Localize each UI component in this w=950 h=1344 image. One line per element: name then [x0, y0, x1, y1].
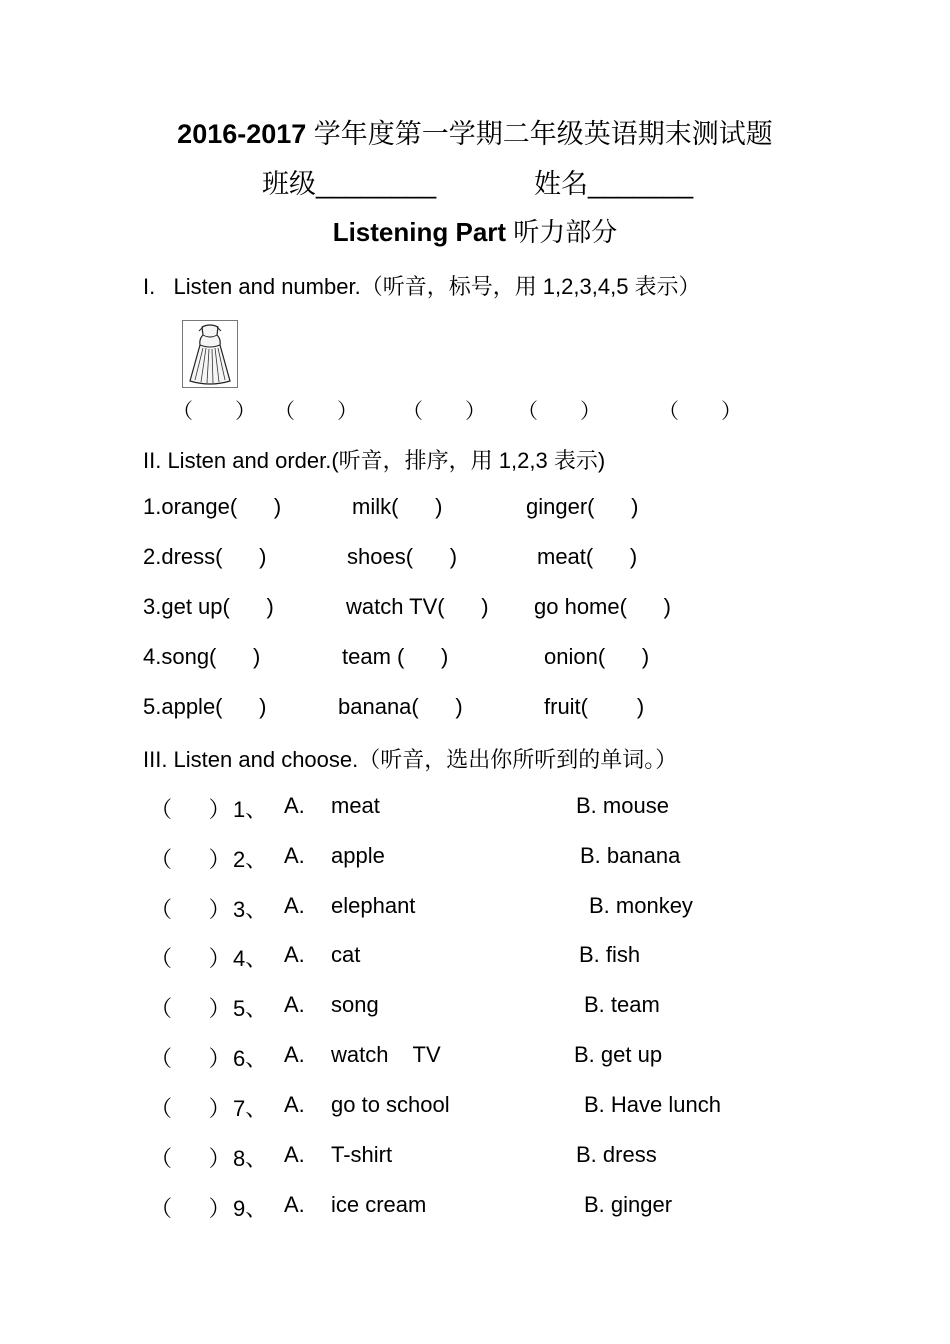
choose-paren[interactable]: （ ） — [150, 1046, 231, 1071]
answer-paren-1[interactable]: （ ） — [172, 400, 256, 423]
option-a-label: A. — [284, 1092, 305, 1117]
choose-paren[interactable]: （ ） — [150, 797, 231, 822]
order-item[interactable]: shoes( ) — [347, 544, 458, 569]
choose-number: 5、 — [233, 996, 268, 1021]
option-a-label: A. — [284, 942, 305, 967]
choose-number: 3、 — [233, 897, 268, 922]
order-item[interactable]: watch TV( ) — [346, 594, 489, 619]
name-field[interactable]: 姓名_______ — [534, 169, 694, 199]
order-item[interactable]: 1.orange( ) — [143, 494, 282, 519]
order-item[interactable]: 2.dress( ) — [143, 544, 267, 569]
answer-paren-4[interactable]: （ ） — [517, 400, 601, 423]
choose-number: 9、 — [233, 1196, 268, 1221]
order-item[interactable]: go home( ) — [534, 594, 671, 619]
title-text: 学年度第一学期二年级英语期末测试题 — [306, 119, 773, 149]
option-a[interactable]: go to school — [331, 1092, 450, 1117]
order-item[interactable]: 5.apple( ) — [143, 694, 267, 719]
section3-heading: III. Listen and choose.（听音，选出你所听到的单词。） — [143, 747, 678, 772]
option-b[interactable]: B. monkey — [589, 893, 693, 918]
listening-part-heading — [0, 212, 950, 249]
option-a-label: A. — [284, 893, 305, 918]
choose-paren[interactable]: （ ） — [150, 996, 231, 1021]
choose-number: 7、 — [233, 1096, 268, 1121]
choose-paren[interactable]: （ ） — [150, 1196, 231, 1221]
choose-paren[interactable]: （ ） — [150, 1146, 231, 1171]
option-a[interactable]: elephant — [331, 893, 416, 918]
option-a-label: A. — [284, 992, 305, 1017]
order-item[interactable]: 3.get up( ) — [143, 594, 274, 619]
page-title — [0, 112, 950, 151]
option-b[interactable]: B. dress — [576, 1142, 657, 1167]
choose-number: 2、 — [233, 847, 268, 872]
option-a-label: A. — [284, 1192, 305, 1217]
choose-number: 8、 — [233, 1146, 268, 1171]
option-a[interactable]: watch TV — [331, 1042, 441, 1067]
option-a[interactable]: apple — [331, 843, 385, 868]
class-field[interactable]: 班级________ — [262, 169, 437, 199]
order-item[interactable]: milk( ) — [352, 494, 443, 519]
choose-number: 1、 — [233, 797, 268, 822]
listening-part-en: Listening Part — [332, 217, 507, 247]
option-b[interactable]: B. get up — [574, 1042, 663, 1067]
option-b[interactable]: B. fish — [579, 942, 641, 967]
order-item[interactable]: 4.song( ) — [143, 644, 261, 669]
option-a-label: A. — [284, 1142, 305, 1167]
choose-paren[interactable]: （ ） — [150, 897, 231, 922]
option-b[interactable]: B. mouse — [576, 793, 669, 818]
option-a[interactable]: T-shirt — [331, 1142, 393, 1167]
order-item[interactable]: meat( ) — [537, 544, 638, 569]
listening-part-cn: 听力部分 — [506, 217, 618, 247]
title-year: 2016-2017 — [177, 119, 307, 149]
order-item[interactable]: team ( ) — [342, 644, 449, 669]
order-item[interactable]: onion( ) — [544, 644, 650, 669]
option-b[interactable]: B. team — [584, 992, 660, 1017]
option-a-label: A. — [284, 843, 305, 868]
order-item[interactable]: banana( ) — [338, 694, 463, 719]
order-item[interactable]: fruit( ) — [544, 694, 645, 719]
choose-number: 4、 — [233, 946, 268, 971]
option-a-label: A. — [284, 1042, 305, 1067]
choose-paren[interactable]: （ ） — [150, 946, 231, 971]
option-a[interactable]: song — [331, 992, 379, 1017]
option-a[interactable]: cat — [331, 942, 361, 967]
dress-icon — [183, 321, 237, 387]
option-a[interactable]: meat — [331, 793, 380, 818]
choose-paren[interactable]: （ ） — [150, 1096, 231, 1121]
option-b[interactable]: B. Have lunch — [584, 1092, 721, 1117]
option-b[interactable]: B. ginger — [584, 1192, 673, 1217]
answer-paren-3[interactable]: （ ） — [402, 400, 486, 423]
section2-heading: II. Listen and order.(听音，排序，用 1,2,3 表示) — [143, 448, 606, 473]
dress-picture — [182, 320, 238, 388]
answer-paren-2[interactable]: （ ） — [274, 400, 358, 423]
choose-number: 6、 — [233, 1046, 268, 1071]
option-a-label: A. — [284, 793, 305, 818]
order-item[interactable]: ginger( ) — [526, 494, 639, 519]
choose-paren[interactable]: （ ） — [150, 847, 231, 872]
answer-paren-5[interactable]: （ ） — [658, 400, 742, 423]
option-a[interactable]: ice cream — [331, 1192, 427, 1217]
option-b[interactable]: B. banana — [580, 843, 681, 868]
section1-heading: I. Listen and number.（听音，标号，用 1,2,3,4,5 表示） — [143, 274, 701, 299]
